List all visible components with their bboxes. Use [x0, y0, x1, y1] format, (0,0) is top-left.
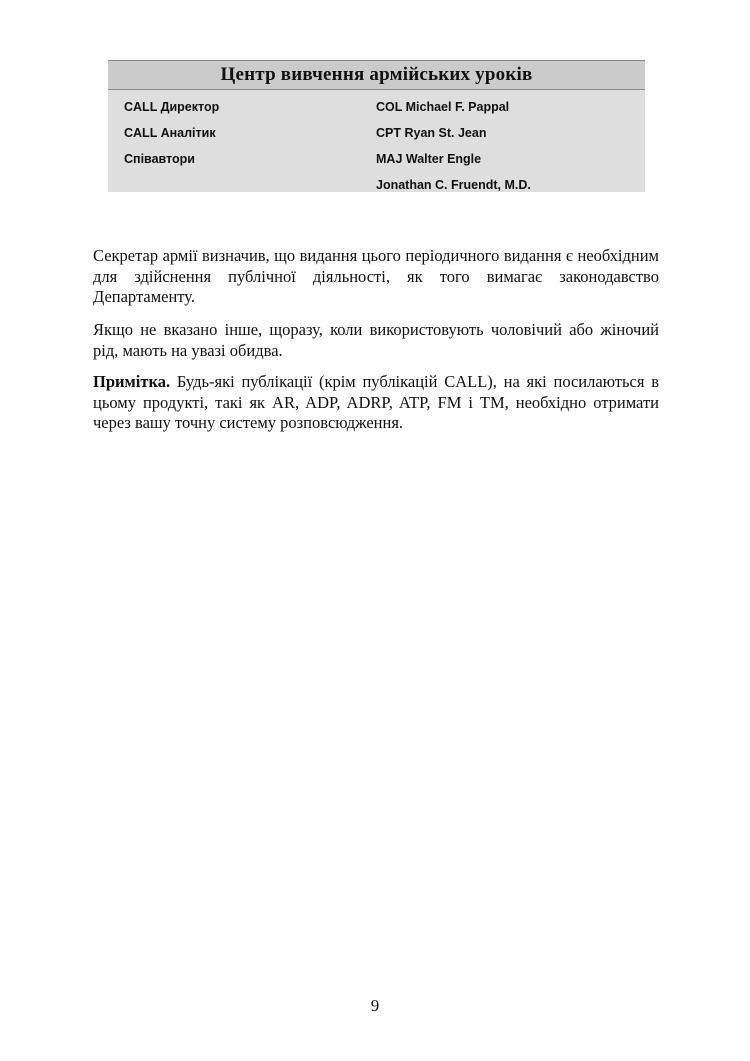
staff-role: CALL Аналітик [124, 126, 216, 140]
staff-list [108, 90, 645, 198]
staff-role: Співавтори [124, 152, 195, 166]
staff-name: MAJ Walter Engle [376, 152, 482, 166]
staff-name: COL Michael F. Pappal [376, 100, 510, 114]
page-number: 9 [370, 996, 380, 1015]
staff-row [108, 94, 645, 120]
note-label: Примітка. [93, 372, 171, 391]
staff-name: CPT Ryan St. Jean [376, 126, 487, 140]
staff-box [108, 60, 645, 192]
paragraph-secretary: Секретар армії визначив, що видання цього періодичного видання є необхідним для здійснення публічної діяльності, як того вимагає законодавство Департаменту. [93, 246, 659, 306]
staff-role: CALL Директор [124, 100, 220, 114]
note-text: Будь-які публікації (крім публікацій CALL), на які посилаються в цьому продукті, такі як AR, ADP, ADRP, ATP, FM і TM, необхідно отримати через вашу точну систему розповсюдження. [93, 372, 659, 432]
paragraph-gender: Якщо не вказано інше, щоразу, коли використовують чоловічий або жіночий рід, мають на увазі обидва. [93, 320, 659, 360]
staff-name: Jonathan C. Fruendt, M.D. [376, 178, 531, 192]
staff-row [108, 120, 645, 146]
paragraph-note [93, 372, 659, 434]
staff-row [108, 146, 645, 172]
staff-box-title: Центр вивчення армійських уроків [108, 60, 645, 90]
staff-row [108, 172, 645, 198]
